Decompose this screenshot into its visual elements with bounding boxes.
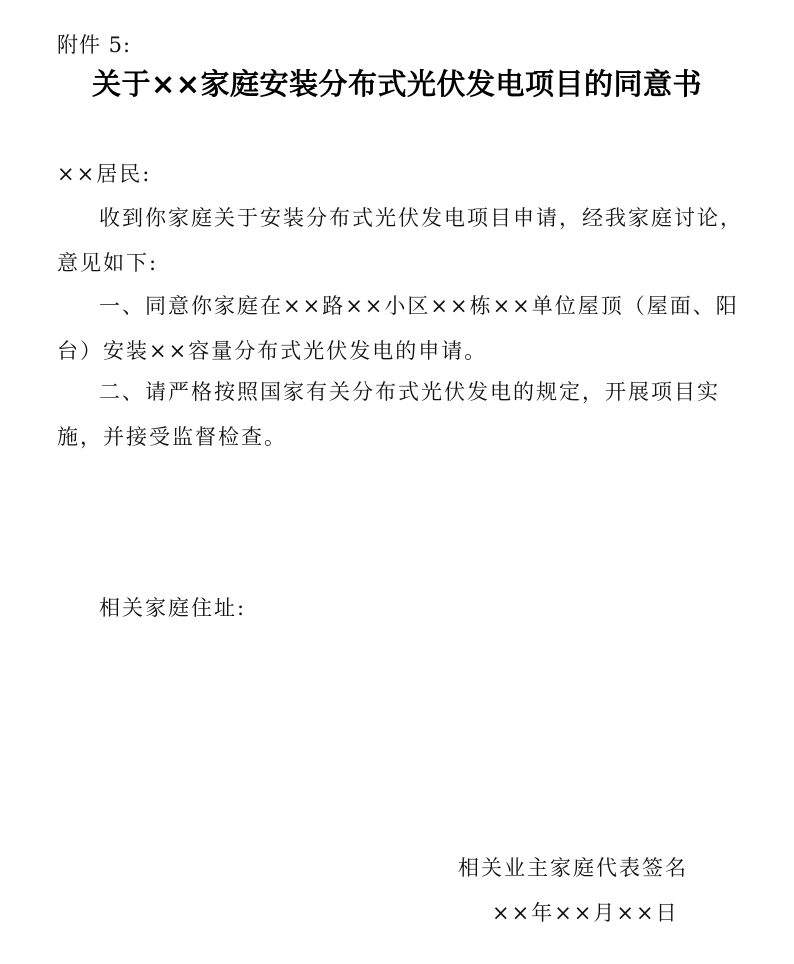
intro-paragraph: 收到你家庭关于安装分布式光伏发电项目申请，经我家庭讨论，意见如下:	[57, 206, 743, 275]
date-line: ××年××月××日	[492, 901, 679, 925]
document-title: 关于××家庭安装分布式光伏发电项目的同意书	[91, 67, 703, 101]
attachment-label: 附件 5:	[57, 33, 132, 57]
salutation: ××居民:	[57, 162, 152, 186]
household-address-label: 相关家庭住址:	[99, 596, 247, 620]
consent-item-1: 一、同意你家庭在××路××小区××栋××单位屋顶（屋面、阳台）安装××容量分布式光伏发电的申请。	[57, 294, 739, 363]
consent-item-2: 二、请严格按照国家有关分布式光伏发电的规定，开展项目实施，并接受监督检查。	[57, 380, 720, 449]
signature-label: 相关业主家庭代表签名	[458, 856, 688, 880]
